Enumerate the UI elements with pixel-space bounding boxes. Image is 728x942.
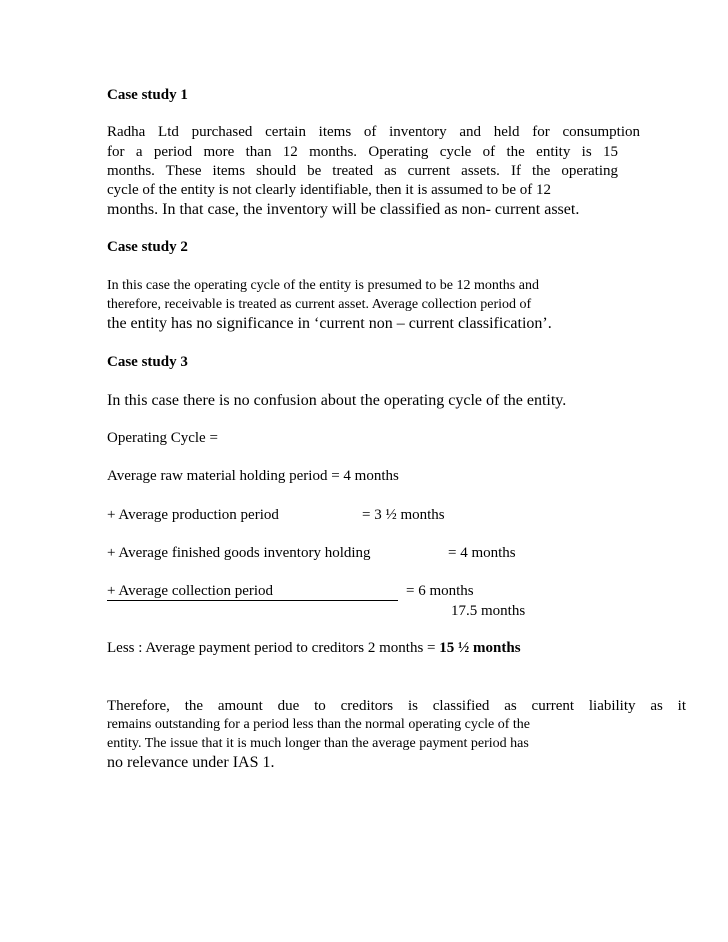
- case3-intro: In this case there is no confusion about the operating cycle of the entity.: [107, 392, 567, 409]
- conclusion-line-1: Therefore, the amount due to creditors is classified as current liability as it: [107, 698, 686, 714]
- conclusion-line-3: entity. The issue that it is much longer than the average payment period has: [107, 736, 529, 751]
- case3-heading: Case study 3: [107, 354, 188, 370]
- cycle-subtotal: 17.5 months: [451, 603, 526, 619]
- cycle-row-finished-goods-label: + Average finished goods inventory holding: [107, 545, 371, 561]
- operating-cycle-label: Operating Cycle =: [107, 430, 218, 446]
- case1-line-2: for a period more than 12 months. Operating cycle of the entity is 15: [107, 144, 618, 160]
- cycle-row-production-label: + Average production period: [107, 507, 279, 523]
- case1-line-5: months. In that case, the inventory will be classified as non- current asset.: [107, 201, 580, 218]
- cycle-row-collection-value: = 6 months: [406, 583, 474, 599]
- case2-line-3: the entity has no significance in ‘current non – current classification’.: [107, 315, 552, 332]
- case2-line-2: therefore, receivable is treated as current asset. Average collection period of: [107, 297, 532, 312]
- cycle-row-collection-label: + Average collection period: [107, 583, 274, 599]
- case1-heading: Case study 1: [107, 87, 188, 103]
- less-payment-result: 15 ½ months: [439, 640, 521, 656]
- less-payment-line: [107, 641, 521, 656]
- case2-heading: Case study 2: [107, 239, 188, 255]
- conclusion-line-4: no relevance under IAS 1.: [107, 754, 275, 771]
- case1-line-4: cycle of the entity is not clearly identifiable, then it is assumed to be of 12: [107, 182, 552, 198]
- case1-line-3: months. These items should be treated as current assets. If the operating: [107, 163, 618, 179]
- cycle-row-raw-material: Average raw material holding period = 4 months: [107, 468, 399, 484]
- less-payment-text: Less : Average payment period to creditors 2 months =: [107, 640, 440, 656]
- sum-underline: [107, 600, 398, 601]
- conclusion-line-2: remains outstanding for a period less than the normal operating cycle of the: [107, 717, 530, 732]
- cycle-row-finished-goods-value: = 4 months: [448, 545, 516, 561]
- case2-line-1: In this case the operating cycle of the entity is presumed to be 12 months and: [107, 278, 539, 293]
- cycle-row-production-value: = 3 ½ months: [362, 507, 445, 523]
- case1-line-1: Radha Ltd purchased certain items of inventory and held for consumption: [107, 124, 640, 140]
